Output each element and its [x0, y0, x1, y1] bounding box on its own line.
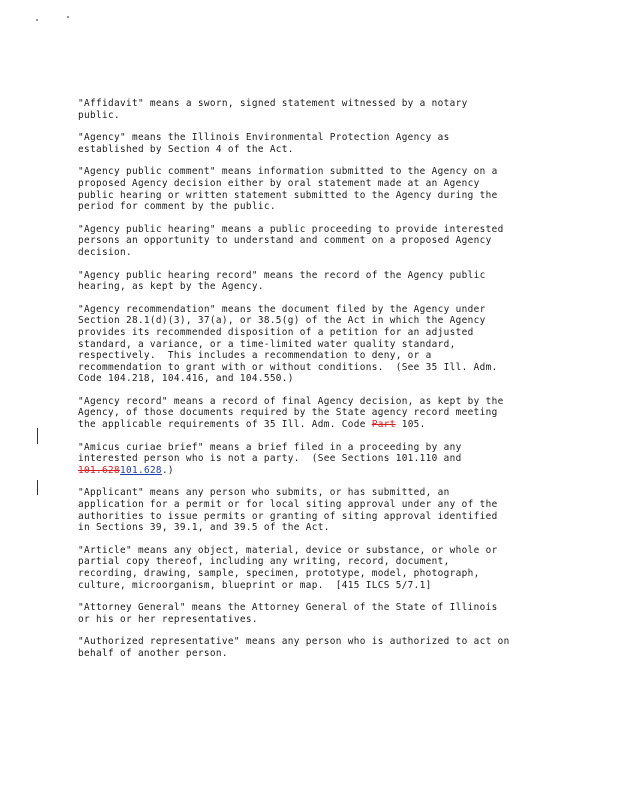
- definition-line: decision.: [78, 246, 132, 258]
- definition-agency-public-comment: [78, 166, 540, 212]
- definition-agency-public-hearing: [78, 224, 540, 259]
- definition-line: public hearing or written statement submitted to the Agency during the: [78, 189, 498, 201]
- line-text: .): [161, 464, 174, 476]
- definition-line: standard, a variance, or a time-limited water quality standard,: [78, 338, 456, 350]
- definition-agency-public-hearing-record: [78, 270, 540, 293]
- definition-line: interested person who is not a party. (See Sections 101.110 and: [78, 453, 462, 465]
- definition-line: "Authorized representative" means any person who is authorized to act on: [78, 636, 510, 648]
- definition-line: proposed Agency decision either by oral statement made at an Agency: [78, 177, 480, 189]
- line-text: the applicable requirements of 35 Ill. Adm. Code: [78, 419, 372, 431]
- definition-line: "Article" means any object, material, device or substance, or whole or: [78, 544, 498, 556]
- definition-line: behalf of another person.: [78, 647, 228, 659]
- definition-line: or his or her representatives.: [78, 613, 258, 625]
- definition-line: established by Section 4 of the Act.: [78, 143, 294, 155]
- definition-agency-record: [78, 396, 540, 431]
- definition-applicant: [78, 487, 540, 533]
- definition-amicus-curiae-brief: [78, 442, 540, 477]
- definition-line: culture, microorganism, blueprint or map. [415 ILCS 5/7.1]: [78, 579, 432, 591]
- definition-agency-recommendation: [78, 304, 540, 385]
- definition-line: partial copy thereof, including any writing, record, document,: [78, 556, 450, 568]
- definition-line-amended: [78, 419, 540, 431]
- deleted-text: Part: [371, 419, 396, 431]
- definition-line: "Agency public comment" means information submitted to the Agency on a: [78, 166, 498, 178]
- definitions-list: [78, 98, 540, 671]
- definition-line: "Applicant" means any person who submits, or has submitted, an: [78, 487, 450, 499]
- definition-affidavit: [78, 98, 540, 121]
- definition-line: recording, drawing, sample, specimen, prototype, model, photograph,: [78, 568, 480, 579]
- definition-line: authorities to issue permits or granting of siting approval identified: [78, 510, 498, 522]
- definition-line: hearing, as kept by the Agency.: [78, 281, 264, 293]
- definition-line: Agency, of those documents required by the State agency record meeting: [78, 407, 498, 419]
- deleted-text: 101.628: [78, 464, 120, 476]
- definition-line: "Agency public hearing record" means the record of the Agency public: [78, 269, 486, 281]
- definition-line: provides its recommended disposition of a petition for an adjusted: [78, 326, 474, 338]
- definition-agency: [78, 132, 540, 155]
- definition-line: "Agency public hearing" means a public proceeding to provide interested: [78, 223, 504, 235]
- definition-line: period for comment by the public.: [78, 201, 276, 213]
- scan-speck: [36, 19, 38, 21]
- definition-line: "Attorney General" means the Attorney General of the State of Illinois: [78, 602, 498, 614]
- definition-attorney-general: [78, 602, 540, 625]
- definition-line: "Agency recommendation" means the document filed by the Agency under: [78, 303, 486, 315]
- definition-line: "Amicus curiae brief" means a brief filed in a proceeding by any: [78, 441, 462, 453]
- definition-line: Code 104.218, 104.416, and 104.550.): [78, 373, 294, 385]
- change-bar: [37, 480, 38, 495]
- inserted-text: 101.628: [119, 464, 162, 476]
- scan-speck: [67, 16, 69, 18]
- definition-authorized-representative: [78, 636, 540, 659]
- definition-line: application for a permit or for local siting approval under any of the: [78, 499, 498, 511]
- change-bar: [37, 428, 38, 444]
- definition-line: "Agency record" means a record of final Agency decision, as kept by the: [78, 395, 504, 407]
- definition-line: "Agency" means the Illinois Environmental Protection Agency as: [78, 132, 450, 144]
- line-text: 105.: [395, 419, 426, 431]
- definition-line: persons an opportunity to understand and comment on a proposed Agency: [78, 235, 492, 247]
- definition-article: [78, 545, 540, 591]
- definition-line: "Affidavit" means a sworn, signed statement witnessed by a notary: [78, 98, 468, 109]
- definition-line: public.: [78, 109, 120, 121]
- definition-line: recommendation to grant with or without conditions. (See 35 Ill. Adm.: [78, 361, 498, 373]
- definition-line-amended: [78, 465, 540, 477]
- definition-line: in Sections 39, 39.1, and 39.5 of the Act.: [78, 522, 330, 534]
- definition-line: respectively. This includes a recommendation to deny, or a: [78, 350, 432, 362]
- definition-line: Section 28.1(d)(3), 37(a), or 38.5(g) of the Act in which the Agency: [78, 315, 486, 327]
